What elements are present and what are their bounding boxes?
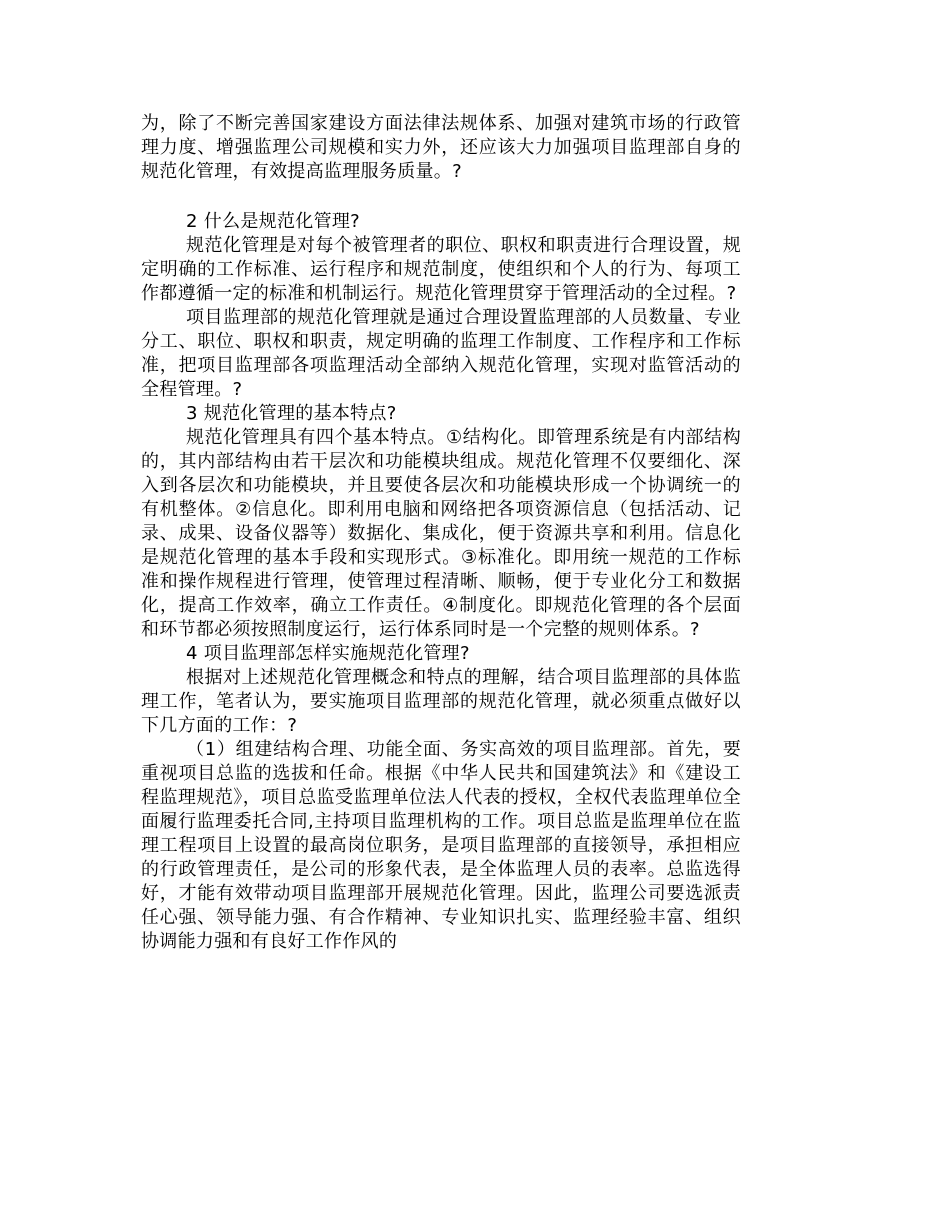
- section-heading-4: 4 项目监理部怎样实施规范化管理?: [186, 643, 470, 664]
- paragraph-definition: 规范化管理是对每个被管理者的职位、职权和职责进行合理设置，规定明确的工作标准、运行程序和规范制度，使组织和个人的行为、每项工作都遵循一定的标准和机制运行。规范化管理贯穿于管理活动的全过程。?: [141, 235, 741, 304]
- section-heading-2: 2 什么是规范化管理?: [186, 211, 361, 232]
- paragraph-project-management: 项目监理部的规范化管理就是通过合理设置监理部的人员数量、专业分工、职位、职权和职责，规定明确的监理工作制度、工作程序和工作标准，把项目监理部各项监理活动全部纳入规范化管理，实现对监管活动的全程管理。?: [141, 307, 741, 400]
- paragraph-features: 规范化管理具有四个基本特点。①结构化。即管理系统是有内部结构的，其内部结构由若干层次和功能模块组成。规范化管理不仅要细化、深入到各层次和功能模块，并且要使各层次和功能模块形成一个协调统一的有机整体。②信息化。即利用电脑和网络把各项资源信息（包括活动、记录、成果、设备仪器等）数据化、集成化，便于资源共享和利用。信息化是规范化管理的基本手段和实现形式。③标准化。即用统一规范的工作标准和操作规程进行管理，使管理过程清晰、顺畅，便于专业化分工和数据化，提高工作效率，确立工作责任。④制度化。即规范化管理的各个层面和环节都必须按照制度运行，运行体系同时是一个完整的规则体系。?: [141, 427, 741, 640]
- section-heading-3: 3 规范化管理的基本特点?: [186, 403, 397, 424]
- paragraph-item-1: （1）组建结构合理、功能全面、务实高效的项目监理部。首先，要重视项目总监的选拔和任命。根据《中华人民共和国建筑法》和《建设工程监理规范》，项目总监受监理单位法人代表的授权，全权代表监理单位全面履行监理委托合同,主持项目监理机构的工作。项目总监是监理单位在监理工程项目上设置的最高岗位职务，是项目监理部的直接领导，承担相应的行政管理责任，是公司的形象代表，是全体监理人员的表率。总监选得好，才能有效带动项目监理部开展规范化管理。因此，监理公司要选派责任心强、领导能力强、有合作精神、专业知识扎实、监理经验丰富、组织协调能力强和有良好工作作风的: [141, 739, 741, 952]
- paragraph-spacer: [141, 184, 741, 210]
- paragraph-implementation-intro: 根据对上述规范化管理概念和特点的理解，结合项目监理部的具体监理工作，笔者认为，要实施项目监理部的规范化管理，就必须重点做好以下几方面的工作：?: [141, 667, 741, 736]
- document-body: [141, 112, 741, 954]
- paragraph-intro-continuation: 为，除了不断完善国家建设方面法律法规体系、加强对建筑市场的行政管理力度、增强监理公司规模和实力外，还应该大力加强项目监理部自身的规范化管理，有效提高监理服务质量。?: [141, 113, 741, 182]
